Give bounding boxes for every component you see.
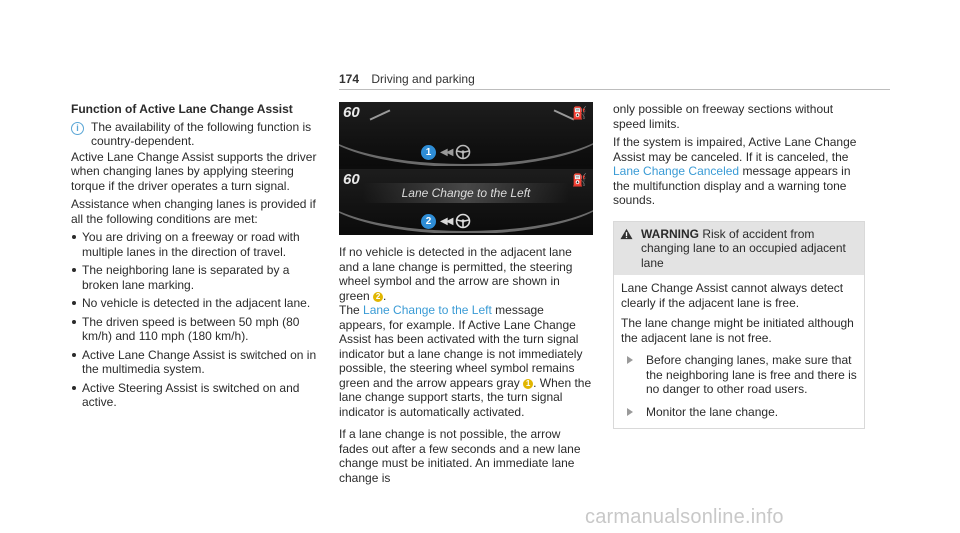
bullet-icon	[72, 301, 76, 305]
display-message: Lane Change Canceled	[613, 164, 740, 178]
warning-body-text: Lane Change Assist cannot always detect clearly if the adjacent lane is free.	[621, 281, 844, 310]
bullet-icon	[72, 353, 76, 357]
bullet-icon	[72, 386, 76, 390]
page-number: 174	[339, 72, 360, 86]
list-item	[71, 230, 325, 259]
callout-marker: 2	[421, 214, 436, 229]
paragraph-text: message appears, for example. If Active Lane Change Assist has been activated with the turn signal indicator but a lane change is not immediately possible, the steering wheel symbol remains green and the arrow appears gray	[339, 303, 583, 390]
paragraph: If a lane change is not possible, the arrow fades out after a few seconds and a new lane change must be initiated. An immediate lane change is	[339, 427, 581, 485]
conditions-intro: Assistance when changing lanes is provided if all the following conditions are met:	[71, 197, 316, 226]
conditions-list	[71, 230, 325, 410]
header-rule	[339, 89, 890, 90]
list-item	[71, 296, 325, 311]
steering-wheel-icon	[455, 144, 471, 160]
list-item-text: Active Lane Change Assist is switched on in the multimedia system.	[82, 347, 317, 376]
instrument-cluster-figure	[339, 102, 593, 235]
bullet-icon	[72, 320, 76, 324]
speed-readout: 60	[343, 104, 360, 121]
bullet-icon	[72, 235, 76, 239]
intro-paragraph: Active Lane Change Assist supports the driver when changing lanes by applying steering torque if the driver operates a turn signal.	[71, 149, 317, 193]
step-arrow-icon	[627, 356, 633, 364]
section-heading: Function of Active Lane Change Assist	[71, 102, 293, 116]
info-note	[71, 120, 325, 149]
step-text: Before changing lanes, make sure that the neighboring lane is free and there is no danger to other road users.	[646, 353, 857, 396]
paragraph-text: .	[383, 288, 387, 303]
warning-body-text: The lane change might be initiated although the adjacent lane is not free.	[621, 316, 854, 345]
list-item	[71, 263, 325, 292]
left-arrow-icon: ◀◀	[440, 215, 452, 227]
column-left	[71, 102, 325, 410]
display-message: Lane Change to the Left	[363, 303, 492, 317]
warning-header	[614, 222, 864, 276]
warning-icon	[620, 228, 633, 240]
list-item	[71, 315, 325, 344]
list-item-text: The driven speed is between 50 mph (80 km/h) and 110 mph (180 km/h).	[82, 314, 300, 343]
speed-readout: 60	[343, 171, 360, 188]
warning-box	[613, 221, 865, 430]
list-item	[621, 405, 857, 420]
paragraph: only possible on freeway sections without speed limits.	[613, 102, 834, 131]
fuel-gauge-icon: ⛽	[572, 173, 587, 187]
info-note-text: The availability of the following function is country-dependent.	[91, 119, 312, 148]
callout-ref-2: 2	[373, 292, 383, 302]
paragraph-text: message appears in the multifunction display and a warning tone sounds.	[613, 164, 851, 207]
step-arrow-icon	[627, 408, 633, 416]
paragraph-text: If the system is impaired, Active Lane Change Assist may be canceled. If it is canceled, the	[613, 135, 857, 164]
list-item	[71, 381, 325, 410]
warning-label: WARNING	[641, 226, 699, 241]
column-right	[613, 102, 867, 429]
step-text: Monitor the lane change.	[646, 404, 779, 419]
paragraph	[339, 245, 593, 303]
warning-body	[614, 275, 864, 428]
lane-change-banner: Lane Change to the Left	[363, 183, 569, 203]
list-item-text: Active Steering Assist is switched on and active.	[82, 380, 300, 409]
bullet-icon	[72, 268, 76, 272]
list-item	[71, 348, 325, 377]
warning-headline: Risk of accident from changing lane to an occupied adjacent lane	[641, 226, 846, 270]
cluster-screen-1	[339, 102, 593, 166]
paragraph	[613, 135, 867, 208]
list-item-text: The neighboring lane is separated by a broken lane marking.	[82, 263, 290, 292]
cluster-screen-2	[339, 169, 593, 233]
section-title: Driving and parking	[371, 72, 475, 86]
paragraph-text: If no vehicle is detected in the adjacent lane and a lane change is permitted, the steering wheel symbol and the arrow are shown in green	[339, 245, 573, 303]
list-item-text: No vehicle is detected in the adjacent lane.	[82, 296, 311, 310]
callout-ref-1: 1	[523, 379, 533, 389]
list-item	[621, 353, 857, 397]
page-header	[339, 72, 475, 86]
callout-2	[421, 213, 471, 229]
fuel-gauge-icon: ⛽	[572, 106, 587, 120]
list-item-text: You are driving on a freeway or road with multiple lanes in the direction of travel.	[82, 230, 300, 259]
column-middle	[339, 245, 593, 485]
paragraph-text: The	[339, 303, 360, 317]
warning-text	[641, 227, 857, 271]
steering-wheel-icon	[455, 213, 471, 229]
paragraph	[339, 303, 593, 419]
info-icon: i	[71, 122, 84, 135]
watermark: carmanualsonline.info	[585, 506, 784, 528]
paragraph-text: . When the lane change support starts, the turn signal indicator is automatically activated.	[339, 375, 592, 419]
callout-1	[421, 144, 471, 160]
callout-marker: 1	[421, 145, 436, 160]
left-arrow-icon: ◀◀	[440, 146, 452, 158]
